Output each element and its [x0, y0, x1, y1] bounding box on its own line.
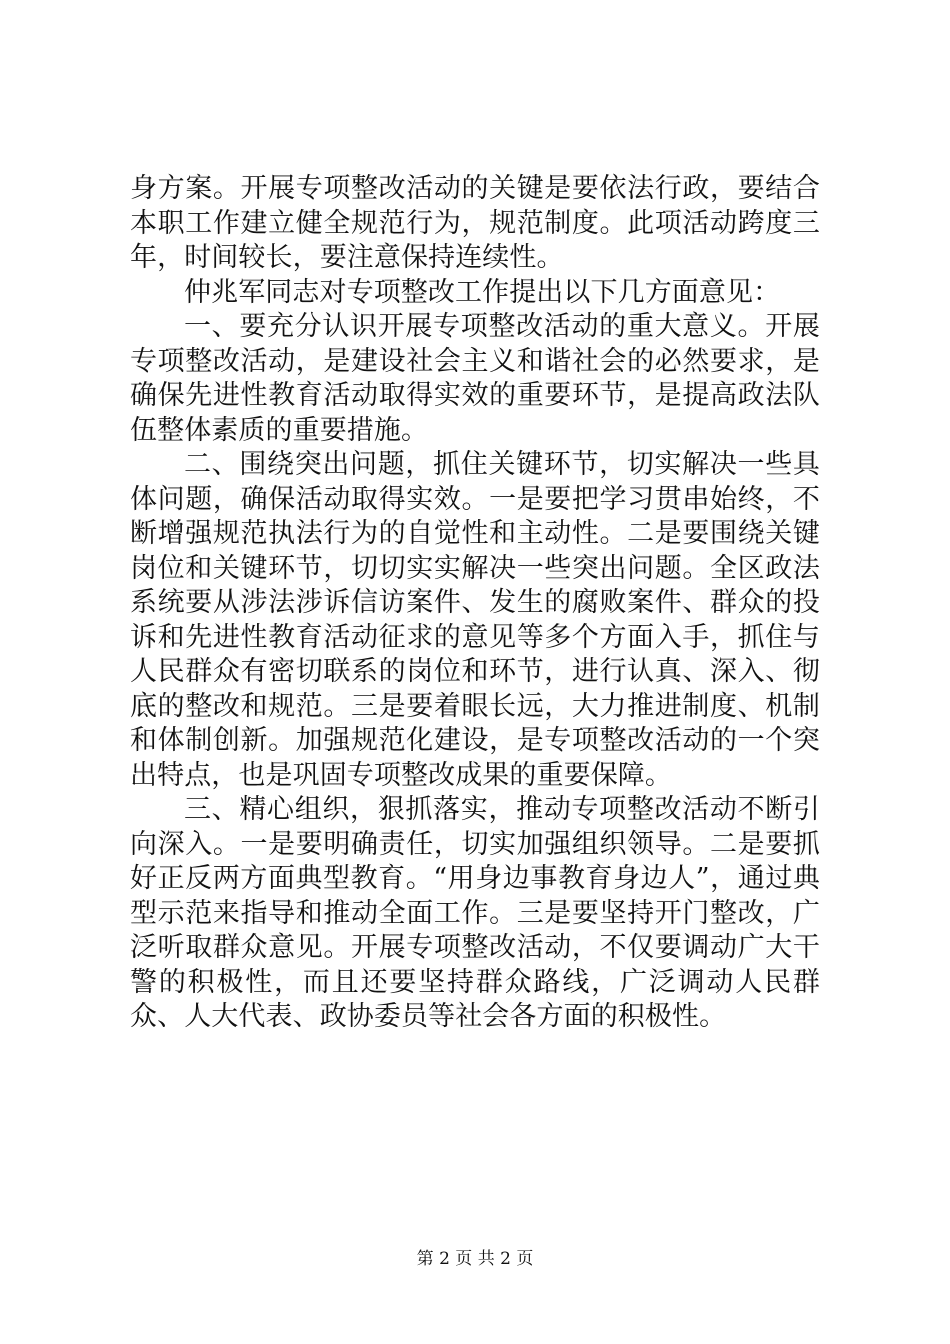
paragraph-point-three: 三、精心组织，狠抓落实，推动专项整改活动不断引向深入。一是要明确责任，切实加强组织领导。二是要抓好正反两方面典型教育。“用身边事教育身边人”，通过典型示范来指导和推动全面工作。三是要坚持开门整改，广泛听取群众意见。开展专项整改活动，不仅要调动广大干警的积极性，而且还要坚持群众路线，广泛调动人民群众、人大代表、政协委员等社会各方面的积极性。	[130, 794, 820, 1032]
paragraph-point-two: 二、围绕突出问题，抓住关键环节，切实解决一些具体问题，确保活动取得实效。一是要把学习贯串始终，不断增强规范执法行为的自觉性和主动性。二是要围绕关键岗位和关键环节，切切实实解决一些突出问题。全区政法系统要从涉法涉诉信访案件、发生的腐败案件、群众的投诉和先进性教育活动征求的意见等多个方面入手，抓住与人民群众有密切联系的岗位和环节，进行认真、深入、彻底的整改和规范。三是要着眼长远，大力推进制度、机制和体制创新。加强规范化建设，是专项整改活动的一个突出特点，也是巩固专项整改成果的重要保障。	[130, 449, 820, 791]
page-number-footer: 第 2 页 共 2 页	[416, 1249, 534, 1269]
paragraph-point-one: 一、要充分认识开展专项整改活动的重大意义。开展专项整改活动，是建设社会主义和谐社会的必然要求，是确保先进性教育活动取得实效的重要环节，是提高政法队伍整体素质的重要措施。	[130, 311, 820, 446]
document-body	[130, 172, 820, 1035]
paragraph-intro: 仲兆军同志对专项整改工作提出以下几方面意见：	[184, 276, 781, 308]
paragraph-continuation: 身方案。开展专项整改活动的关键是要依法行政，要结合本职工作建立健全规范行为，规范制度。此项活动跨度三年，时间较长，要注意保持连续性。	[130, 173, 820, 273]
